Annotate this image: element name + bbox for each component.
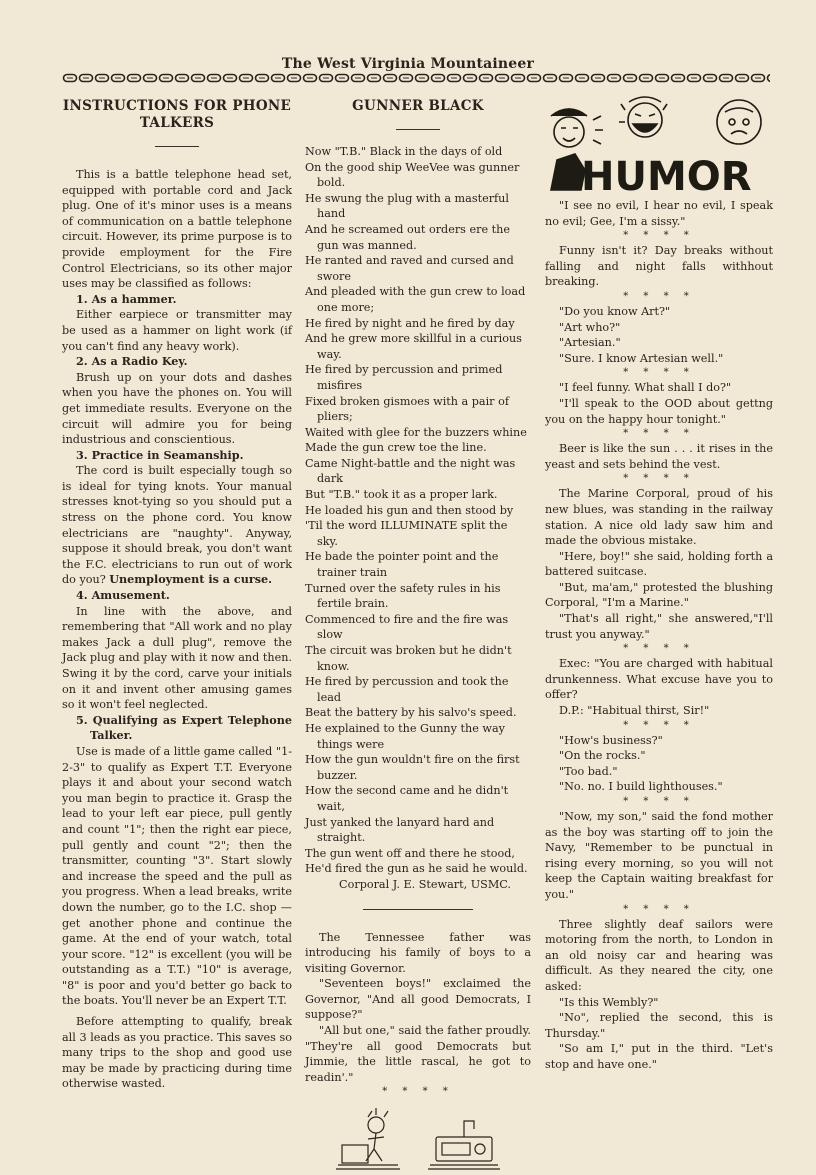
poem-line: And pleaded with the gun crew to load one more; [305,285,526,314]
poem-line: He'd fired the gun as he said he would. [305,862,528,876]
stars-separator: * * * * [623,903,695,915]
stars-separator: * * * * [382,1086,454,1098]
poem-line: Waited with glee for the buzzers whine [305,425,527,439]
item-5-text: Use is made of a little game called "1-2-3" to qualify as Expert T.T. Everyone plays it and about your second watch you man begin to practice it. Grasp the lead to your left ear piece, pull gently and count "1"; then the right ear piece, pull gently and count "2"; then the transmitter, counting "3". Start slowly and increase the speed and the pull as you progress. When a lead breaks, write down the number, go to the I.C. shop — get another phone and continue the game. At the end of your watch, total your score. "12" is excellent (you will be outstanding as a T.T.) "10" is average, "8" is poor and you'd better go back to the boats. You'll never be an Expert T.T. [62,744,292,1008]
poem-line: He bade the pointer point and the trainer train [305,550,499,580]
joke-line: Exec: "You are charged with habitual drunkenness. What excuse have you to offer? [545,657,773,702]
poem-line: He ranted and raved and cursed and swore [305,254,514,283]
joke [545,917,773,1073]
joke-line: "But, ma'am," protested the blushing Corporal, "I'm a Marine." [545,580,773,610]
story-paragraph: "All but one," said the father proudly. "They're all good Democrats but Jimmie, the little rascal, he got to readin'." [305,1024,531,1084]
stars-separator: * * * * [623,796,695,807]
joke-line: "On the rocks." [559,749,646,763]
poem-line: But "T.B." took it as a proper lark. [305,488,498,502]
poem-line: Just yanked the lanyard hard and straight. [305,815,495,845]
item-3-text [62,463,292,588]
item-3-emphasis: Unemployment is a curse. [109,572,273,587]
joke-line: "Artesian." [559,336,621,350]
joke-line: "Here, boy!" she said, holding forth a battered suitcase. [545,549,773,579]
stars-separator: * * * * [623,367,695,379]
joke [545,243,773,290]
chain-border [62,72,770,84]
gunner-black-column [305,92,531,1175]
title-rule [155,146,199,147]
joke-line: "No. no. I build lighthouses." [559,780,723,794]
item-1-heading: 1. As a hammer. [76,291,177,306]
joke-line: The Marine Corporal, proud of his new blues, was standing in the railway station. A nice old lady saw him and made the obvious mistake. [545,487,773,548]
joke-line: Three slightly deaf sailors were motoring from the north, to London in an old noisy car and hearing was difficult. As they neared the city, one asked: [545,917,773,993]
poem-line: He fired by night and he fired by day [305,316,515,330]
joke-line: "That's all right," she answered,"I'll trust you anyway." [545,612,773,641]
poem-line: He explained to the Gunny the way things were [305,721,505,751]
joke-line: "So am I," put in the third. "Let's stop and have one." [545,1042,773,1071]
poem-line: Now "T.B." Black in the days of old [305,145,503,158]
item-5-heading: 5. Qualifying as Expert Telephone Talker. [76,712,292,743]
joke [545,380,773,427]
item-3-heading: 3. Practice in Seamanship. [76,447,244,462]
poem-line: 'Til the word ILLUMINATE split the sky. [305,519,508,548]
joke-line: "I feel funny. What shall I do?" [559,381,732,395]
joke [545,304,773,366]
poem-line: Fixed broken gismoes with a pair of pliers; [305,394,509,424]
poem-line: Made the gun crew toe the line. [305,441,487,455]
stars-separator: * * * * [623,643,695,655]
humor-cartoon-heading [541,90,769,198]
joke-line: "No", replied the second, this is Thursday." [545,1011,773,1040]
item-2-text: Brush up on your dots and dashes when you have the phones on. You will get immediate results. Everyone on the circuit will admire you for being industrious and conscientious. [62,370,292,447]
joke [545,486,773,642]
poem-signature: Corporal J. E. Stewart, USMC. [339,877,511,891]
stars-separator: * * * * [623,473,695,485]
poem-line: He loaded his gun and then stood by [305,503,514,517]
stars-separator: * * * * [623,719,695,731]
joke-line: "Is this Wembly?" [559,995,659,1009]
joke-line: D.P.: "Habitual thirst, Sir!" [559,704,710,718]
poem-line: He swung the plug with a masterful hand [305,191,509,221]
joke-line: "Do you know Art?" [559,304,671,318]
phone-talkers-title: INSTRUCTIONS FOR PHONE TALKERS [62,98,292,131]
humor-column [545,92,773,1073]
poem-line: Turned over the safety rules in his fertile brain. [305,581,501,611]
section-rule [363,909,473,910]
poem-line: The circuit was broken but he didn't know. [305,644,512,673]
poem-line: Beat the battery by his salvo's speed. [305,706,517,720]
poem-line: And he screamed out orders ere the gun was manned. [305,222,510,252]
governor-story [305,930,531,1086]
joke-line: Beer is like the sun . . . it rises in the yeast and sets behind the vest. [545,442,773,471]
poem-line: He fired by percussion and primed misfires [305,363,503,392]
stars-separator: * * * * [623,428,695,440]
joke-line: "Now, my son," said the fond mother as the boy was starting off to join the Navy, "Remember to be punctual in rising every morning, so you will not keep the Captain waiting breakfast for you." [545,810,773,901]
story-paragraph: The Tennessee father was introducing his family of boys to a visiting Governor. [305,930,531,975]
joke [545,198,773,229]
poem [305,144,531,877]
poem-line: How the gun wouldn't fire on the first buzzer. [305,753,520,782]
poem-line: He fired by percussion and took the lead [305,675,509,704]
joke-line: "I see no evil, I hear no evil, I speak no evil; Gee, I'm a sissy." [545,199,773,228]
title-rule [396,129,440,130]
humor-title: HUMOR [581,154,752,198]
cartoon-sailor-radio-illustration [328,1103,508,1175]
item-1-text: Either earpiece or transmitter may be used as a hammer on light work (if you can't find any heavy work). [62,308,292,353]
story-paragraph: "Seventeen boys!" exclaimed the Governor, "And all good Democrats, I suppose?" [305,977,531,1022]
joke-line: "How's business?" [559,733,663,747]
joke [545,733,773,795]
joke-line: "Sure. I know Artesian well." [559,351,724,365]
item-4-heading: 4. Amusement. [76,588,170,603]
poem-line: On the good ship WeeVee was gunner bold. [305,160,520,190]
phone-talkers-column [62,92,292,1092]
stars-separator: * * * * [623,230,695,242]
gunner-black-title: GUNNER BLACK [352,98,484,114]
jokes-list [545,198,773,1073]
intro-paragraph: This is a battle telephone head set, equipped with portable cord and Jack plug. One of it's minor uses is a means of communication on a battle telephone circuit. However, its prime purpose is to provide employment for the Fire Control Electricians, so its other major uses may be classified as follows: [62,168,292,291]
poem-line: How the second came and he didn't wait, [305,784,509,813]
joke [545,656,773,718]
joke-line: "I'll speak to the OOD about gettng you on the happy hour tonight." [545,396,773,426]
item-4-text: In line with the above, and remembering that "All work and no play makes Jack a dull plug", remove the Jack plug and play with it now and then. Swing it by the cord, carve your initials on it and invent other amusing games so it won't feel neglected. [62,604,292,712]
poem-line: Came Night-battle and the night was dark [305,456,516,486]
poem-line: Commenced to fire and the fire was slow [305,612,509,642]
masthead-title: The West Virginia Mountaineer [281,56,535,72]
stars-separator: * * * * [623,290,695,302]
joke-line: "Too bad." [559,764,618,778]
joke [545,809,773,903]
joke-line: "Art who?" [559,320,621,334]
item-2-heading: 2. As a Radio Key. [76,354,188,369]
joke-line: Funny isn't it? Day breaks without falling and night falls withhout breaking. [545,244,773,289]
poem-line: The gun went off and there he stood, [305,846,515,860]
item-3-body: The cord is built especially tough so is ideal for tying knots. Your manual stresses knot-tying so you should put a stress on the phone cord. You know electricians are "naughty". Anyway, suppose it should break, you don't want the F.C. electricians to run out of work do you? [62,464,292,587]
poem-line: And he grew more skillful in a curious way. [305,332,522,361]
joke [545,441,773,472]
closing-paragraph: Before attempting to qualify, break all 3 leads as you practice. This saves so many trips to the shop and good use may be made by practicing during time otherwise wasted. [62,1015,292,1091]
